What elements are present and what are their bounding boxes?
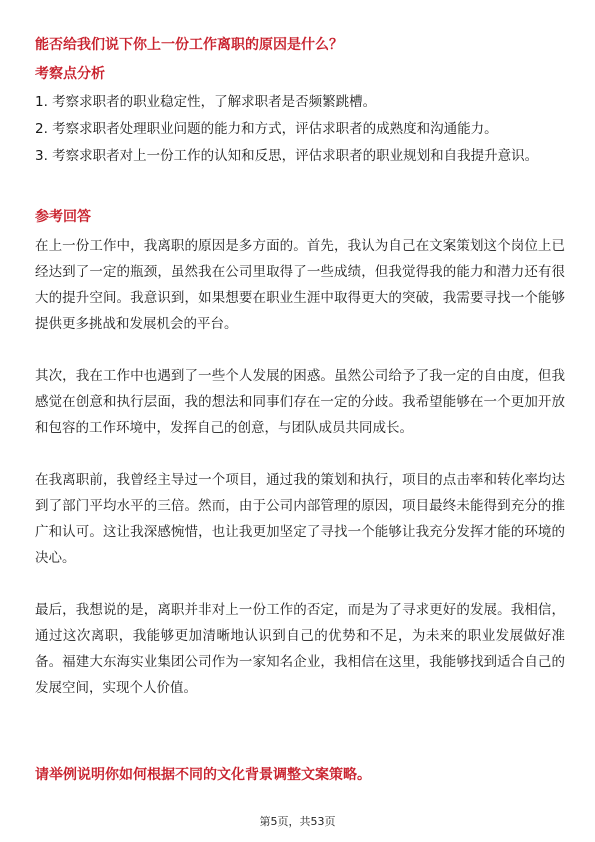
page-number: 第5页，共53页 — [259, 815, 336, 828]
next-question-title: 请举例说明你如何根据不同的文化背景调整文案策略。 — [35, 767, 371, 783]
answer-heading: 参考回答 — [35, 209, 91, 225]
answer-paragraph: 最后，我想说的是，离职并非对上一份工作的否定，而是为了寻求更好的发展。我相信，通过这次离职，我能够更加清晰地认识到自己的优势和不足，为未来的职业发展做好准备。福建大东海实业集团公司作为一家知名企业，我相信在这里，我能够找到适合自己的发展空间，实现个人价值。 — [35, 602, 565, 696]
answer-paragraph: 在我离职前，我曾经主导过一个项目，通过我的策划和执行，项目的点击率和转化率均达到了部门平均水平的三倍。然而，由于公司内部管理的原因，项目最终未能得到充分的推广和认可。这让我深感惋惜，也让我更加坚定了寻找一个能够让我充分发挥才能的环境的决心。 — [35, 472, 565, 566]
question-title: 能否给我们说下你上一份工作离职的原因是什么？ — [35, 37, 343, 53]
analysis-item: 1. 考察求职者的职业稳定性，了解求职者是否频繁跳槽。 — [35, 94, 377, 110]
analysis-item: 2. 考察求职者处理职业问题的能力和方式，评估求职者的成熟度和沟通能力。 — [35, 121, 498, 137]
analysis-heading: 考察点分析 — [35, 66, 105, 82]
answer-paragraph: 在上一份工作中，我离职的原因是多方面的。首先，我认为自己在文案策划这个岗位上已经达到了一定的瓶颈，虽然我在公司里取得了一些成绩，但我觉得我的能力和潜力还有很大的提升空间。我意识到，如果想要在职业生涯中取得更大的突破，我需要寻找一个能够提供更多挑战和发展机会的平台。 — [35, 238, 565, 332]
answer-paragraph: 其次，我在工作中也遇到了一些个人发展的困惑。虽然公司给予了我一定的自由度，但我感觉在创意和执行层面，我的想法和同事们存在一定的分歧。我希望能够在一个更加开放和包容的工作环境中，发挥自己的创意，与团队成员共同成长。 — [35, 368, 565, 436]
analysis-list — [35, 90, 565, 171]
analysis-item: 3. 考察求职者对上一份工作的认知和反思，评估求职者的职业规划和自我提升意识。 — [35, 148, 539, 164]
answer-body — [35, 233, 565, 727]
